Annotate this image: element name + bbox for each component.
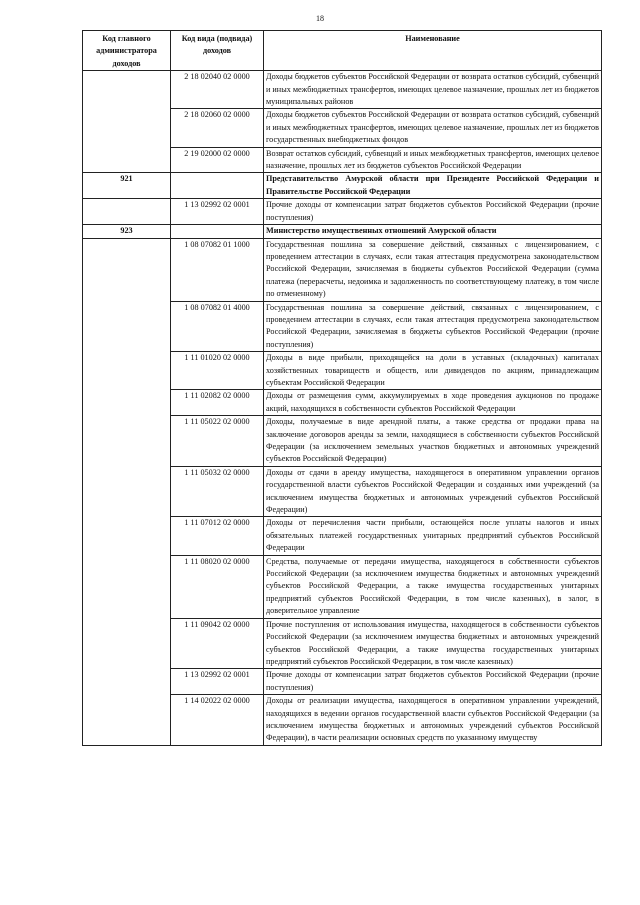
admin-code-cell bbox=[83, 301, 171, 352]
admin-code-cell bbox=[83, 109, 171, 147]
table-row bbox=[83, 390, 602, 416]
header-admin-code: Код главного администратора доходов bbox=[83, 31, 171, 71]
administrator-name-cell: Министерство имущественных отношений Амурской области bbox=[264, 225, 602, 238]
revenue-code-cell: 1 11 07012 02 0000 bbox=[171, 517, 264, 555]
administrator-section-row bbox=[83, 225, 602, 238]
revenue-name-cell: Доходы от перечисления части прибыли, остающейся после уплаты налогов и иных обязательных платежей государственных унитарных предприятий субъектов Российской Федерации bbox=[264, 517, 602, 555]
admin-code-cell bbox=[83, 199, 171, 225]
revenue-code-cell: 1 08 07082 01 1000 bbox=[171, 238, 264, 301]
admin-code-cell bbox=[83, 695, 171, 746]
admin-code-cell bbox=[83, 466, 171, 517]
admin-code-cell bbox=[83, 669, 171, 695]
table-row bbox=[83, 352, 602, 390]
administrator-section-row bbox=[83, 173, 602, 199]
admin-code-cell bbox=[83, 147, 171, 173]
table-row bbox=[83, 555, 602, 618]
table-row bbox=[83, 517, 602, 555]
header-name: Наименование bbox=[264, 31, 602, 71]
admin-code-cell bbox=[83, 352, 171, 390]
admin-code-cell bbox=[83, 71, 171, 109]
revenue-name-cell: Возврат остатков субсидий, субвенций и иных межбюджетных трансфертов, имеющих целевое назначение, прошлых лет из бюджетов субъектов Российской Федерации bbox=[264, 147, 602, 173]
admin-code-cell: 921 bbox=[83, 173, 171, 199]
admin-code-cell bbox=[83, 555, 171, 618]
revenue-name-cell: Доходы бюджетов субъектов Российской Федерации от возврата остатков субсидий, субвенций и иных межбюджетных трансфертов, имеющих целевое назначение, прошлых лет из бюджетов государственных внебюджетных фондов bbox=[264, 109, 602, 147]
revenue-code-cell: 2 19 02000 02 0000 bbox=[171, 147, 264, 173]
revenue-name-cell: Средства, получаемые от передачи имущества, находящегося в собственности субъектов Российской Федерации (за исключением имущества бюджетных и автономных учреждений субъектов Российской Федерации, а также имущества государственных унитарных предприятий субъектов Российской Федерации, в том числе казенных), в залог, в доверительное управление bbox=[264, 555, 602, 618]
revenue-code-cell: 1 14 02022 02 0000 bbox=[171, 695, 264, 746]
revenue-code-cell: 1 11 05032 02 0000 bbox=[171, 466, 264, 517]
admin-code-cell bbox=[83, 390, 171, 416]
revenue-code-cell: 1 08 07082 01 4000 bbox=[171, 301, 264, 352]
revenue-name-cell: Прочие поступления от использования имущества, находящегося в собственности субъектов Российской Федерации (за исключением имущества бюджетных и автономных учреждений субъектов Российской Федерации, а также имущества государственных унитарных предприятий субъектов Российской Федерации, в том числе казенных) bbox=[264, 618, 602, 669]
revenue-code-cell: 2 18 02040 02 0000 bbox=[171, 71, 264, 109]
table-row bbox=[83, 416, 602, 467]
revenue-name-cell: Доходы от размещения сумм, аккумулируемых в ходе проведения аукционов по продаже акций, находящихся в собственности субъектов Российской Федерации bbox=[264, 390, 602, 416]
revenue-name-cell: Государственная пошлина за совершение действий, связанных с лицензированием, с проведением аттестации в случаях, если такая аттестация предусмотрена законодательством Российской Федерации, зачисляемая в бюджеты субъектов Российской Федерации (прочие поступления) bbox=[264, 301, 602, 352]
table-row bbox=[83, 669, 602, 695]
revenue-code-cell: 1 11 09042 02 0000 bbox=[171, 618, 264, 669]
table-row bbox=[83, 466, 602, 517]
table-row bbox=[83, 618, 602, 669]
revenue-code-cell: 1 13 02992 02 0001 bbox=[171, 199, 264, 225]
revenue-code-cell: 1 11 02082 02 0000 bbox=[171, 390, 264, 416]
table-row bbox=[83, 695, 602, 746]
revenue-code-cell bbox=[171, 173, 264, 199]
revenue-code-cell: 1 11 05022 02 0000 bbox=[171, 416, 264, 467]
header-revenue-code: Код вида (подвида) доходов bbox=[171, 31, 264, 71]
revenue-code-cell: 1 13 02992 02 0001 bbox=[171, 669, 264, 695]
admin-code-cell bbox=[83, 238, 171, 301]
admin-code-cell bbox=[83, 517, 171, 555]
revenue-name-cell: Прочие доходы от компенсации затрат бюджетов субъектов Российской Федерации (прочие поступления) bbox=[264, 199, 602, 225]
table-row bbox=[83, 301, 602, 352]
table-row bbox=[83, 71, 602, 109]
revenue-name-cell: Доходы от сдачи в аренду имущества, находящегося в оперативном управлении органов государственной власти субъектов Российской Федерации и созданных ими учреждений (за исключением имущества бюджетных и автономных учреждений субъектов Российской Федерации) bbox=[264, 466, 602, 517]
revenue-name-cell: Доходы в виде прибыли, приходящейся на доли в уставных (складочных) капиталах хозяйственных товариществ и обществ, или дивидендов по акциям, принадлежащим субъектам Российской Федерации bbox=[264, 352, 602, 390]
admin-code-cell: 923 bbox=[83, 225, 171, 238]
revenue-code-cell: 1 11 08020 02 0000 bbox=[171, 555, 264, 618]
admin-code-cell bbox=[83, 618, 171, 669]
revenue-name-cell: Прочие доходы от компенсации затрат бюджетов субъектов Российской Федерации (прочие поступления) bbox=[264, 669, 602, 695]
administrator-name-cell: Представительство Амурской области при Президенте Российской Федерации и Правительстве Российской Федерации bbox=[264, 173, 602, 199]
table-header-row bbox=[83, 31, 602, 71]
table-row bbox=[83, 199, 602, 225]
table-row bbox=[83, 109, 602, 147]
revenue-name-cell: Государственная пошлина за совершение действий, связанных с лицензированием, с проведением аттестации в случаях, если такая аттестация предусмотрена законодательством Российской Федерации, зачисляемая в бюджеты субъектов Российской Федерации (сумма платежа (перерасчеты, недоимка и задолженность по соответствующему платежу, в том числе по отмененному) bbox=[264, 238, 602, 301]
admin-code-cell bbox=[83, 416, 171, 467]
revenue-code-cell: 1 11 01020 02 0000 bbox=[171, 352, 264, 390]
revenue-name-cell: Доходы бюджетов субъектов Российской Федерации от возврата остатков субсидий, субвенций и иных межбюджетных трансфертов, имеющих целевое назначение, прошлых лет из бюджетов муниципальных районов bbox=[264, 71, 602, 109]
table-row bbox=[83, 238, 602, 301]
revenue-codes-table bbox=[82, 30, 602, 746]
revenue-code-cell: 2 18 02060 02 0000 bbox=[171, 109, 264, 147]
table-row bbox=[83, 147, 602, 173]
revenue-name-cell: Доходы от реализации имущества, находящегося в оперативном управлении учреждений, находящихся в ведении органов государственной власти субъектов Российской Федерации (за исключением имущества бюджетных и автономных учреждений субъектов Российской Федерации), в части реализации основных средств по указанному имуществу bbox=[264, 695, 602, 746]
page-number: 18 bbox=[316, 14, 324, 23]
revenue-code-cell bbox=[171, 225, 264, 238]
revenue-name-cell: Доходы, получаемые в виде арендной платы, а также средства от продажи права на заключение договоров аренды за земли, находящиеся в собственности субъектов Российской Федерации (за исключением земельных участков бюджетных и автономных учреждений субъектов Российской Федерации) bbox=[264, 416, 602, 467]
